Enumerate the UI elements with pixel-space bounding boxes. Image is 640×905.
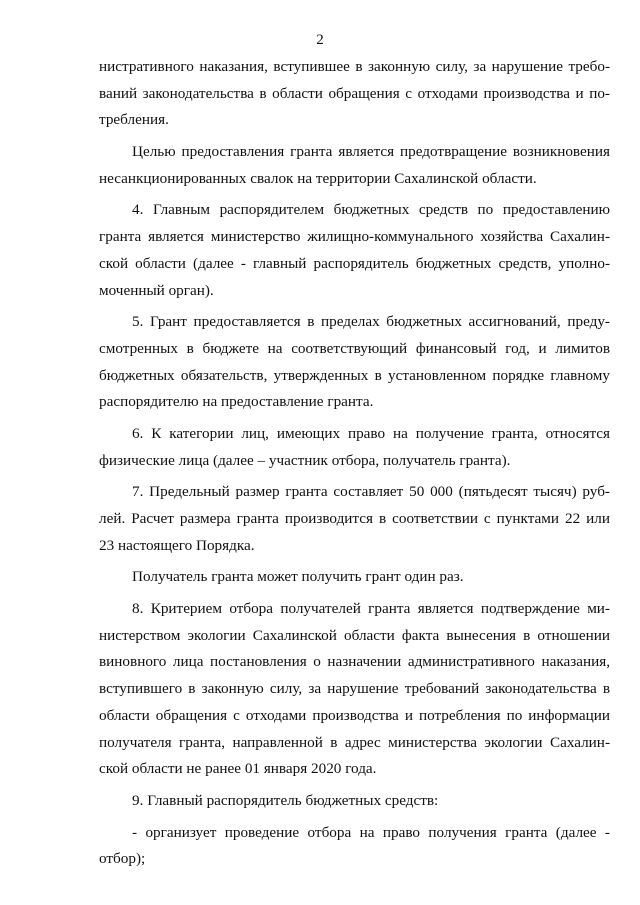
text-line: моченный орган). <box>99 281 214 299</box>
text-line: 9. Главный распорядитель бюджетных средств: <box>132 791 439 809</box>
text-line: области обращения с отходами производства и потребления по информации <box>99 706 610 724</box>
text-line: 6. К категории лиц, имеющих право на получение гранта, относятся <box>132 424 610 442</box>
text-line: ваний законодательства в области обращения с отходами производства и по- <box>99 84 610 102</box>
text-line: нистративного наказания, вступившее в законную силу, за нарушение требо- <box>99 58 610 75</box>
text-line: смотренных в бюджете на соответствующий финансовый год, и лимитов <box>99 339 610 357</box>
text-line: виновного лица постановления о назначении административного наказания, <box>99 653 610 671</box>
text-line: бюджетных обязательств, утвержденных в установленном порядке главному <box>99 366 610 384</box>
text-line: отбор); <box>99 850 146 868</box>
text-line: гранта является министерство жилищно-коммунального хозяйства Сахалин- <box>99 228 610 246</box>
text-line: 8. Критерием отбора получателей гранта является подтверждение ми- <box>132 600 610 618</box>
text-line: 4. Главным распорядителем бюджетных средств по предоставлению <box>132 201 610 219</box>
text-line: Получатель гранта может получить грант один раз. <box>132 568 464 586</box>
text-line: ской области не ранее 01 января 2020 года. <box>99 760 377 778</box>
text-line: 7. Предельный размер гранта составляет 50 000 (пятьдесят тысяч) руб- <box>132 483 610 501</box>
text-line: 23 настоящего Порядка. <box>99 536 255 554</box>
text-line: лей. Расчет размера гранта производится в соответствии с пунктами 22 или <box>99 510 610 527</box>
text-line: Целью предоставления гранта является предотвращение возникновения <box>132 143 610 161</box>
text-line: распорядителю на предоставление гранта. <box>99 393 374 411</box>
text-line: 5. Грант предоставляется в пределах бюджетных ассигнований, преду- <box>132 313 610 331</box>
text-line: несанкционированных свалок на территории Сахалинской области. <box>99 169 537 187</box>
document-body <box>99 54 610 873</box>
text-line: физические лица (далее – участник отбора, получатель гранта). <box>99 451 511 469</box>
text-line: - организует проведение отбора на право получения гранта (далее - <box>132 823 610 841</box>
page-number: 2 <box>316 32 324 48</box>
text-line: нистерством экологии Сахалинской области факта вынесения в отношении <box>99 626 610 644</box>
text-line: получателя гранта, направленной в адрес министерства экологии Сахалин- <box>99 733 610 751</box>
text-line: требления. <box>99 111 169 129</box>
text-line: вступившего в законную силу, за нарушение требований законодательства в <box>99 680 610 698</box>
text-line: ской области (далее - главный распорядитель бюджетных средств, уполно- <box>99 254 610 272</box>
